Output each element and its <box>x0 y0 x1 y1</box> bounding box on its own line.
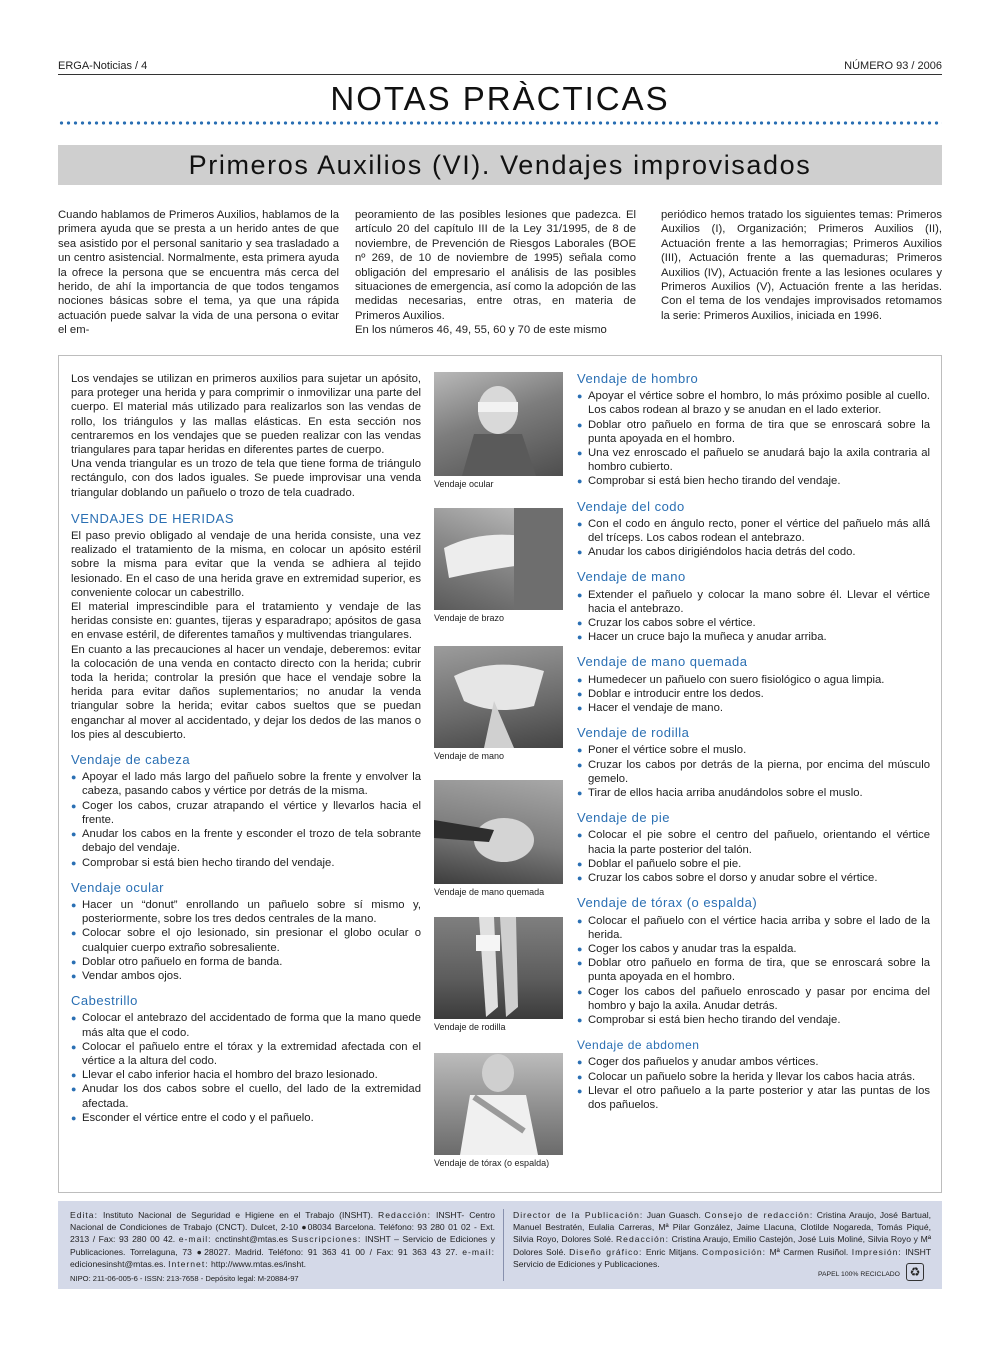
article-title: Primeros Auxilios (VI). Vendajes improvisados <box>188 150 812 180</box>
consejo-label: Consejo de redacción: <box>704 1210 814 1220</box>
paragraph: El material imprescindible para el tratamiento y vendaje de las heridas consiste en: guantes, tijeras y esparadrapo; apósitos de gasa en envase estéril, de diferentes tamaños y multivendas triangulares. <box>71 601 421 642</box>
issue-number: NÚMERO 93 / 2006 <box>844 60 942 72</box>
list-item: ● Coger dos pañuelos y anudar ambos vértices. <box>577 1055 930 1069</box>
composicion-text: Mª Carmen Rusiñol. <box>769 1246 849 1257</box>
photo-vendaje-mano-quemada <box>434 780 563 897</box>
photo-mano-illustration <box>434 646 563 748</box>
photo-image <box>434 780 563 884</box>
heading-vendaje-codo: Vendaje del codo <box>577 498 685 514</box>
photo-vendaje-brazo <box>434 508 563 623</box>
director-label: Director de la Publicación: <box>513 1210 644 1220</box>
heading-vendaje-ocular: Vendaje ocular <box>71 879 165 895</box>
photo-caption: Vendaje de brazo <box>434 613 505 623</box>
internet-text: http://www.mtas.es/insht. <box>210 1258 307 1269</box>
paragraph: Una venda triangular es un trozo de tela que tiene forma de triángulo rectángulo, con dos lados iguales. Se puede improvisar una venda triangular doblando un pañuelo o trozo de tela cuadrado. <box>71 458 421 499</box>
photo-vendaje-mano <box>434 646 563 761</box>
heading-vendaje-mano-quemada: Vendaje de mano quemada <box>577 654 748 670</box>
list-item: ● Coger los cabos y anudar tras la espalda. <box>577 942 930 956</box>
list-item: ● Poner el vértice sobre el muslo. <box>577 743 930 757</box>
list-item: ● Llevar el cabo inferior hacia el hombro del brazo lesionado. <box>71 1068 421 1082</box>
heading-vendaje-rodilla: Vendaje de rodilla <box>577 725 690 741</box>
list-item: ● Doblar otro pañuelo en forma de tira que se enroscará sobre la punta apoyada en el hombro. <box>577 418 930 446</box>
list-item: ● Doblar otro pañuelo en forma de tira, que se enroscará sobre la punta apoyada en el hombro. <box>577 956 930 984</box>
list-item: ● Vendar ambos ojos. <box>71 969 421 983</box>
list-item: ● Doblar otro pañuelo en forma de banda. <box>71 955 421 969</box>
photo-vendaje-rodilla <box>434 917 563 1032</box>
list-item: ● Comprobar si está bien hecho tirando del vendaje. <box>577 1013 930 1027</box>
photo-ocular-illustration <box>434 372 563 476</box>
recycle-icon: ♻ <box>906 1263 924 1281</box>
list-cabeza <box>71 770 421 869</box>
heading-vendaje-hombro: Vendaje de hombro <box>577 371 699 386</box>
photo-brazo-illustration <box>434 508 563 610</box>
consejo-text: Cristina Araujo, José Bartual, Manuel Bestratén, Eulalia Carreras, Mª Pilar González, Jaime Llacuna, Clotilde Nogareda, Tomás Piqué, Silvia Royo, Dolores Solé. <box>513 1210 932 1245</box>
suscripciones-label: Suscripciones: <box>291 1234 362 1245</box>
list-codo <box>577 517 930 560</box>
list-cabestrillo <box>71 1011 421 1125</box>
left-column <box>71 372 421 1125</box>
list-abdomen <box>577 1055 930 1112</box>
composicion-label: Composición: <box>701 1246 767 1257</box>
list-item: ● Anudar los dos cabos sobre el cuello, del lado de la extremidad afectada. <box>71 1082 421 1110</box>
list-item: ● Con el codo en ángulo recto, poner el vértice del pañuelo más allá del tríceps. Los cabos rodean el antebrazo. <box>577 517 930 545</box>
photo-image <box>434 1053 563 1155</box>
footer-divider <box>503 1209 504 1281</box>
footer-left <box>70 1209 495 1270</box>
director-text: Juan Guasch. <box>646 1210 701 1220</box>
impresion-label: Impresión: <box>851 1246 902 1257</box>
list-item: ● Doblar e introducir entre los dedos. <box>577 687 930 701</box>
photo-image <box>434 508 563 610</box>
list-item: ● Apoyar el vértice sobre el hombro, lo más próximo posible al cuello. Los cabos rodean al brazo y se anudan en el lado exterior. <box>577 389 930 417</box>
internet-label: Internet: <box>168 1258 209 1269</box>
footer-credits <box>58 1201 942 1289</box>
photo-image <box>434 372 563 476</box>
list-item: ● Colocar sobre el ojo lesionado, sin presionar el globo ocular o cualquier cuerpo extraño sobresaliente. <box>71 926 421 954</box>
list-mano-quemada <box>577 673 930 716</box>
list-mano <box>577 588 930 645</box>
suscripciones-text: INSHT – Servicio de Ediciones y Publicaciones. Torrelaguna, 73 ●28027. Madrid. Teléfono: 91 363 41 00 / Fax: 91 363 43 27. <box>70 1234 496 1257</box>
list-item: ● Esconder el vértice entre el codo y el pañuelo. <box>71 1111 421 1125</box>
email-text: cnctinsht@mtas.es <box>215 1234 288 1245</box>
list-item: ● Tirar de ellos hacia arriba anudándolos sobre el muslo. <box>577 786 930 800</box>
photo-mano-quemada-illustration <box>434 780 563 884</box>
intro-col-2-para: En los números 46, 49, 55, 60 y 70 de este mismo <box>355 324 607 337</box>
photo-caption: Vendaje de tórax (o espalda) <box>434 1158 550 1168</box>
list-item: ● Llevar el otro pañuelo a la parte posterior y atar las puntas de los dos pañuelos. <box>577 1084 930 1112</box>
dotted-divider <box>58 121 942 125</box>
redaccion2-text: Cristina Araujo, Emilio Castejón, José Luis Moliné, Silvia Royo y Mª Dolores Solé. <box>513 1234 932 1257</box>
heading-vendajes-heridas: VENDAJES DE HERIDAS <box>71 510 235 526</box>
running-header <box>58 60 942 74</box>
footer-right <box>513 1209 931 1270</box>
heading-cabestrillo: Cabestrillo <box>71 993 138 1009</box>
list-item: ● Cruzar los cabos sobre el vértice. <box>577 616 930 630</box>
list-item: ● Colocar un pañuelo sobre la herida y llevar los cabos hacia atrás. <box>577 1070 930 1084</box>
intro-col-2-para: peoramiento de las posibles lesiones que padezca. El artículo 20 del capítulo III de la Ley 31/1995, de 8 de noviembre, de Prevención de Riesgos Laborales (BOE nº 269, de 10 de noviembre de 1995) señala como obligación del empresario el análisis de las posibles situaciones de emergencia, así como la adopción de las medidas necesarias, entre otras, en materia de Primeros Auxilios. <box>355 209 636 322</box>
header-rule <box>58 74 942 75</box>
list-item: ● Cruzar los cabos por detrás de la pierna, por encima del músculo gemelo. <box>577 758 930 786</box>
photo-vendaje-ocular <box>434 372 563 489</box>
photo-caption: Vendaje de mano quemada <box>434 887 545 897</box>
intro-columns <box>58 208 942 338</box>
list-ocular <box>71 898 421 983</box>
list-item: ● Hacer un cruce bajo la muñeca y anudar arriba. <box>577 630 930 644</box>
list-item: ● Doblar el pañuelo sobre el pie. <box>577 857 930 871</box>
photo-vendaje-torax <box>434 1053 563 1168</box>
list-item: ● Extender el pañuelo y colocar la mano sobre él. Llevar el vértice hacia el antebrazo. <box>577 588 930 616</box>
diseno-label: Diseño gráfico: <box>569 1246 643 1257</box>
list-item: ● Apoyar el lado más largo del pañuelo sobre la frente y envolver la cabeza, pasando cabos y vértice por detrás de la misma. <box>71 770 421 798</box>
list-item: ● Anudar los cabos en la frente y esconder el trozo de tela sobrante debajo del vendaje. <box>71 827 421 855</box>
redaccion2-label: Redacción: <box>615 1234 669 1245</box>
article-title-bar <box>58 145 942 185</box>
publication-label: ERGA-Noticias / 4 <box>58 60 148 72</box>
heading-vendaje-cabeza: Vendaje de cabeza <box>71 752 191 768</box>
section-title: NOTAS PRÀCTICAS <box>330 80 670 117</box>
list-rodilla <box>577 743 930 800</box>
list-item: ● Cruzar los cabos sobre el dorso y anudar sobre el vértice. <box>577 871 930 885</box>
photo-rodilla-illustration <box>434 917 563 1019</box>
photo-caption: Vendaje de mano <box>434 751 505 761</box>
list-item: ● Hacer el vendaje de mano. <box>577 701 930 715</box>
redaccion-label: Redacción: <box>378 1210 432 1220</box>
list-item: ● Colocar el pie sobre el centro del pañuelo, orientando el vértice hacia la parte posterior del talón. <box>577 828 930 856</box>
nipo-line: NIPO: 211-06-005-6 - ISSN: 213-7658 - Depósito legal: M-20884-97 <box>70 1274 299 1283</box>
list-item: ● Comprobar si está bien hecho tirando del vendaje. <box>71 856 421 870</box>
right-column <box>577 372 930 1112</box>
impresion-text: INSHT Servicio de Ediciones y Publicaciones. <box>513 1246 932 1269</box>
paragraph: El paso previo obligado al vendaje de una herida consiste, una vez realizado el tratamiento de la misma, en colocar un apósito estéril sobre la misma para evitar que la venda se adhiera al tejido lesionado. En el caso de una herida grave en extremidad superior, es conveniente colocar un cabestrillo. <box>71 530 421 599</box>
recycled-paper-label: PAPEL 100% RECICLADO <box>818 1271 900 1278</box>
photo-caption: Vendaje de rodilla <box>434 1022 506 1032</box>
list-item: ● Comprobar si está bien hecho tirando del vendaje. <box>577 474 930 488</box>
list-pie <box>577 828 930 885</box>
edita-label: Edita: <box>70 1210 98 1220</box>
photo-image <box>434 917 563 1019</box>
list-item: ● Colocar el antebrazo del accidentado de forma que la mano quede más alta que el codo. <box>71 1011 421 1039</box>
list-item: ● Una vez enroscado el pañuelo se anudará bajo la axila contraria al hombro cubierto. <box>577 446 930 474</box>
redaccion-text: INSHT- Centro Nacional de Condiciones de Trabajo (CNCT). Dulcet, 2-10 ●08034 Barcelona. Teléfono: 93 280 01 02 - Ext. 2313 / Fax: 93 280 00 42. <box>70 1210 496 1245</box>
list-torax <box>577 914 930 1028</box>
list-item: ● Colocar el pañuelo con el vértice hacia arriba y sobre el lado de la herida. <box>577 914 930 942</box>
list-item: ● Coger los cabos, cruzar atrapando el vértice y llevarlos hacia el frente. <box>71 799 421 827</box>
edita-text: Instituto Nacional de Seguridad e Higiene en el Trabajo (INSHT). <box>103 1210 374 1220</box>
photo-image <box>434 646 563 748</box>
heading-vendaje-mano: Vendaje de mano <box>577 569 686 585</box>
list-item: ● Coger los cabos del pañuelo enroscado y pasar por encima del hombro y bajo la axila. Anudar detrás. <box>577 985 930 1013</box>
intro-col-2 <box>355 208 636 338</box>
heading-vendaje-abdomen: Vendaje de abdomen <box>577 1038 700 1053</box>
list-hombro <box>577 389 930 488</box>
list-item: ● Anudar los cabos dirigiéndolos hacia detrás del codo. <box>577 545 930 559</box>
heading-vendaje-torax: Vendaje de tórax (o espalda) <box>577 895 758 911</box>
diseno-text: Enric Mitjans. <box>645 1246 699 1257</box>
email-label: e-mail: <box>178 1234 212 1245</box>
email2-label: e-mail: <box>462 1246 495 1257</box>
photo-caption: Vendaje ocular <box>434 479 494 489</box>
list-item: ● Hacer un “donut” enrollando un pañuelo sobre sí mismo y, posteriormente, sobre los tres dedos centrales de la mano. <box>71 898 421 926</box>
list-item: ● Colocar el pañuelo entre el tórax y la extremidad afectada con el vértice a la altura del codo. <box>71 1040 421 1068</box>
list-item: ● Humedecer un pañuelo con suero fisiológico o agua limpia. <box>577 673 930 687</box>
heading-vendaje-pie: Vendaje de pie <box>577 810 671 826</box>
intro-col-1: Cuando hablamos de Primeros Auxilios, hablamos de la primera ayuda que se presta a un herido antes de que sea asistido por el personal sanitario y sea trasladado a un centro asistencial. Normalmente, esta primera ayuda la ofrece la persona que se encuentra más cerca del herido, de ahí la importancia de que todos tengamos nociones básicas sobre el tema, ya que una rápida actuación puede salvar la vida de una persona o evitar el em- <box>58 209 339 337</box>
paragraph: Los vendajes se utilizan en primeros auxilios para sujetar un apósito, para proteger una herida y para comprimir o inmovilizar una parte del cuerpo. El material más utilizado para realizarlos son las vendas de rollo, los triángulos y las mallas elásticas. En esta sección nos centraremos en los vendajes que se pueden realizar con las vendas triangulares para tapar heridas en diferentes partes de cuerpo. <box>71 373 421 457</box>
email2-text: edicionesinsht@mtas.es. <box>70 1258 166 1269</box>
photo-torax-illustration <box>434 1053 563 1155</box>
paragraph: En cuanto a las precauciones al hacer un vendaje, deberemos: evitar la colocación de una venda en contacto directo con la herida; cubrir toda la herida; controlar la presión que hace el vendaje sobre la herida para evitar daños suplementarios; no anudar la venda triangular sobre la herida; evitar cabos sueltos que se puedan enganchar al mover al accidentado, y dejar los dedos de las manos o los pies al descubierto. <box>71 643 421 741</box>
intro-col-3: periódico hemos tratado los siguientes temas: Primeros Auxilios (I), Organización; Primeros Auxilios (II), Actuación frente a las hemorragias; Primeros Auxilios (III), Actuación frente a las quemaduras; Primeros Auxilios (IV), Actuación frente a las lesiones oculares y Primeros Auxilios (V), Actuación frente a las heridas. Con el tema de los vendajes improvisados retomamos la serie: Primeros Auxilios, iniciada en 1996. <box>661 209 942 322</box>
